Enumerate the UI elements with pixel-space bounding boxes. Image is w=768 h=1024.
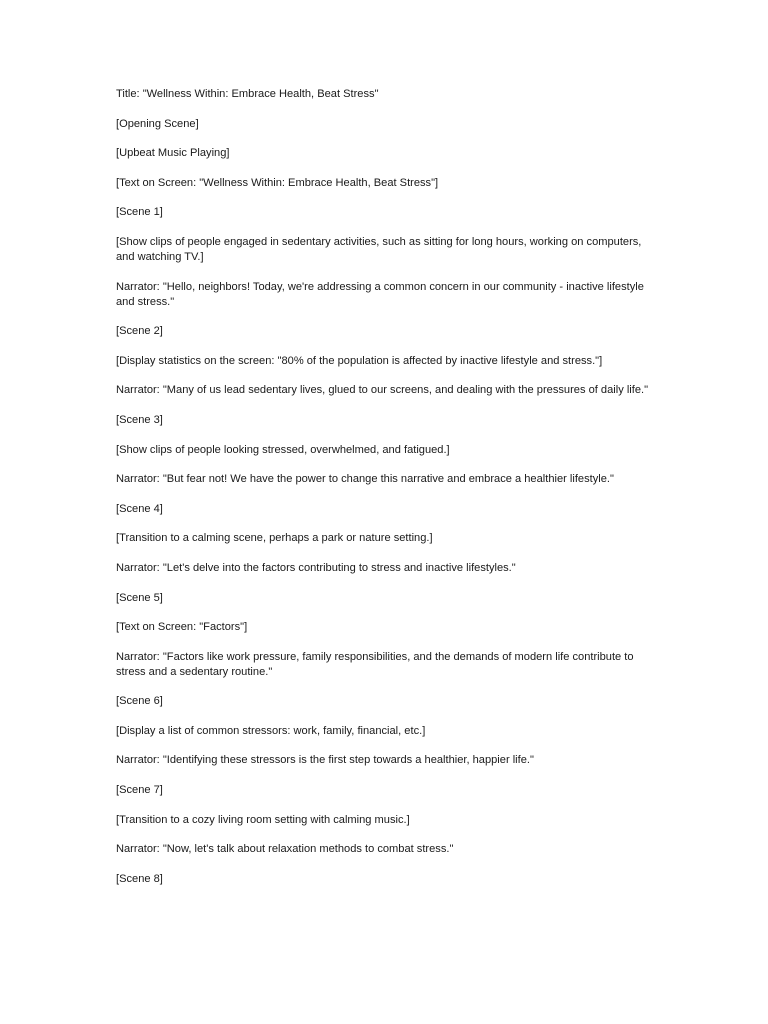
scene-heading: [Scene 1] [116, 206, 163, 219]
scene-heading: [Opening Scene] [116, 117, 199, 130]
stage-direction: [Show clips of people looking stressed, overwhelmed, and fatigued.] [116, 443, 450, 456]
script-title: Title: "Wellness Within: Embrace Health, Beat Stress" [116, 88, 379, 100]
stage-direction: [Text on Screen: "Factors"] [116, 621, 248, 634]
scene-heading: [Scene 2] [116, 325, 163, 338]
narrator-line: Narrator: "Identifying these stressors is the first step towards a healthier, happier life." [116, 754, 534, 767]
stage-direction: [Transition to a calming scene, perhaps a park or nature setting.] [116, 532, 433, 545]
narrator-line: Narrator: "Hello, neighbors! Today, we're addressing a common concern in our community - inactive lifestyle and stress." [116, 280, 644, 308]
scene-heading: [Scene 5] [116, 591, 163, 604]
scene-heading: [Scene 8] [116, 872, 163, 885]
script-text [116, 87, 656, 887]
stage-direction: [Upbeat Music Playing] [116, 147, 230, 160]
stage-direction: [Display statistics on the screen: "80% of the population is affected by inactive lifestyle and stress."] [116, 354, 603, 367]
narrator-line: Narrator: "Now, let's talk about relaxation methods to combat stress." [116, 843, 454, 856]
scene-heading: [Scene 4] [116, 502, 163, 515]
scene-heading: [Scene 3] [116, 413, 163, 426]
narrator-line: Narrator: "Let's delve into the factors contributing to stress and inactive lifestyles." [116, 561, 516, 574]
scene-heading: [Scene 7] [116, 784, 163, 797]
stage-direction: [Display a list of common stressors: work, family, financial, etc.] [116, 724, 426, 737]
narrator-line: Narrator: "Many of us lead sedentary lives, glued to our screens, and dealing with the pressures of daily life." [116, 384, 649, 397]
stage-direction: [Transition to a cozy living room setting with calming music.] [116, 813, 410, 826]
narrator-line: Narrator: "Factors like work pressure, family responsibilities, and the demands of modern life contribute to stress and a sedentary routine." [116, 650, 634, 678]
scene-heading: [Scene 6] [116, 695, 163, 708]
narrator-line: Narrator: "But fear not! We have the power to change this narrative and embrace a healthier lifestyle." [116, 473, 614, 486]
stage-direction: [Show clips of people engaged in sedentary activities, such as sitting for long hours, working on computers, and watching TV.] [116, 235, 642, 263]
stage-direction: [Text on Screen: "Wellness Within: Embrace Health, Beat Stress"] [116, 176, 439, 189]
